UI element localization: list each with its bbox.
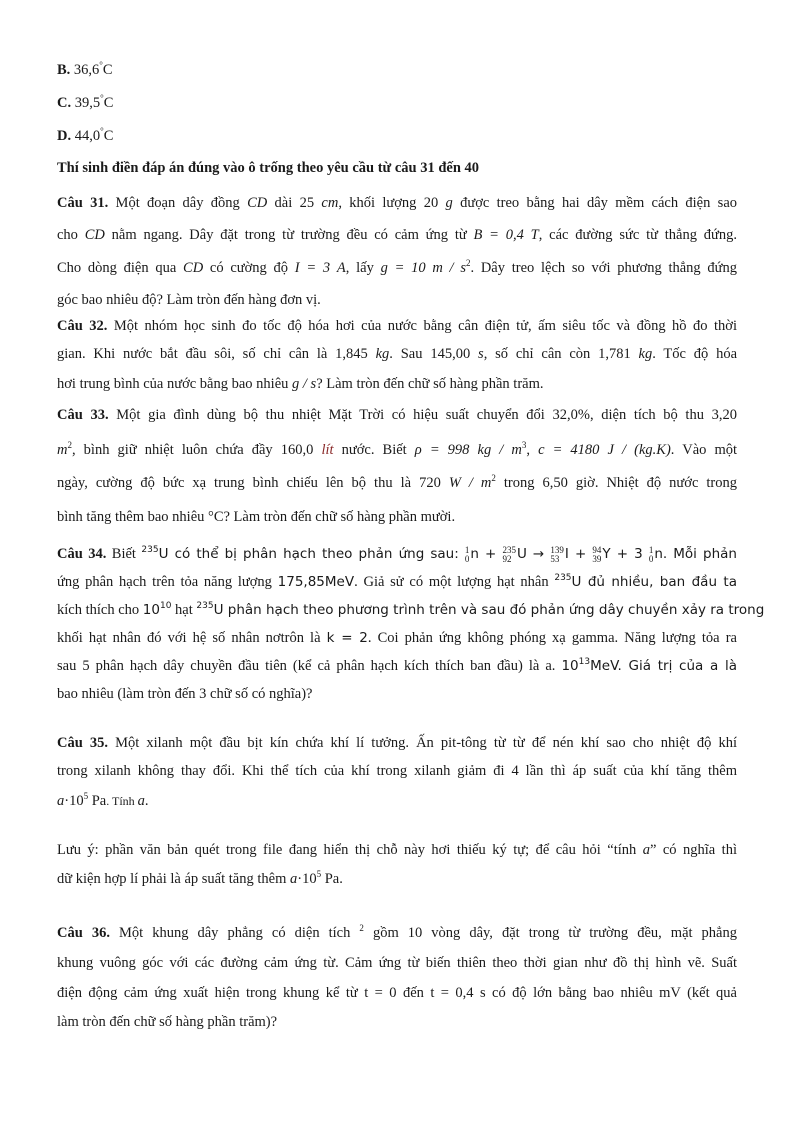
note-line-1: Lưu ý: phần văn bản quét trong file đang hiển thị chỗ này hơi thiếu ký tự; để câu hỏi “tính a” có nghĩa thì [57, 842, 737, 858]
option-d: D. 44,0°C [57, 126, 114, 144]
q34-line-4: khối hạt nhân đó với hệ số nhân nơtrôn là k = 2. Coi phản ứng không phóng xạ gamma. Năng lượng tỏa ra [57, 630, 737, 646]
q33-line-3: ngày, cường độ bức xạ trung bình chiếu lên bộ thu là 720 W / $m^2$ trong 6,50 giờ. Nhiệt độ nước trong [57, 473, 737, 491]
q32-line-2: gian. Khi nước bắt đầu sôi, số chỉ cân là 1,845 kg. Sau 145,00 s, số chỉ cân còn 1,781 kg. Tốc độ hóa [57, 346, 738, 362]
q32-line-1: Câu 32. Một nhóm học sinh đo tốc độ hóa hơi của nước bằng cân điện tử, ấm siêu tốc và đồng hồ đo thời [57, 318, 738, 334]
q31-line-4: góc bao nhiêu độ? Làm tròn đến hàng đơn vị. [57, 292, 321, 308]
note-line-2: dữ kiện hợp lí phải là áp suất tăng thêm $a\cdot 10^5$ Pa. [57, 869, 343, 887]
q34-line-2: ứng phân hạch trên tỏa năng lượng 175,85MeV. Giả sử có một lượng hạt nhân $^{235}$U đủ nhiều, ban đầu ta [57, 573, 737, 590]
q31-line-2: cho CD nằm ngang. Dây đặt trong từ trường đều có cảm ứng từ B = 0,4 T, các đường sức từ thẳng đứng. [57, 227, 737, 243]
q33-line-4: bình tăng thêm bao nhiêu °C? Làm tròn đến chữ số hàng phần mười. [57, 509, 456, 525]
q35-line-1: Câu 35. Một xilanh một đầu bịt kín chứa khí lí tưởng. Ấn pit-tông từ từ để nén khí sao cho nhiệt độ khí [57, 735, 737, 751]
option-c: C. 39,5°C [57, 93, 114, 111]
q34-line-6: bao nhiêu (làm tròn đến 3 chữ số có nghĩa)? [57, 686, 313, 702]
q31-line-3: Cho dòng điện qua CD có cường độ I = 3 A, lấy g = 10 m / $s^2$. Dây treo lệch so với phương thẳng đứng [57, 258, 738, 276]
q34-line-5: sau 5 phân hạch dây chuyền đầu tiên (kể cả phân hạch kích thích ban đầu) là a. $10^{13}MeV$. Giá trị của a là [57, 657, 738, 674]
q33-line-1: Câu 33. Một gia đình dùng bộ thu nhiệt Mặt Trời có hiệu suất chuyển đổi 32,0%, diện tích bộ thu 3,20 [57, 407, 737, 423]
q33-line-2: $m^2$, bình giữ nhiệt luôn chứa đầy 160,0 lít nước. Biết ρ = 998 kg / $m^3$, c = 4180 J / (kg.K). Vào một [57, 440, 738, 458]
q31-line-1: Câu 31. Một đoạn dây đồng CD dài 25 cm, khối lượng 20 g được treo bằng hai dây mềm cách điện sao [57, 195, 738, 211]
q35-line-2: trong xilanh không thay đổi. Khi thể tích của khí trong xilanh giảm đi 4 lần thì áp suất của khí tăng thêm [57, 763, 737, 779]
q36-line-3: điện động cảm ứng xuất hiện trong khung kể từ t = 0 đến t = 0,4 s có độ lớn bằng bao nhiêu mV (kết quả [57, 985, 737, 1001]
q34-line-3: kích thích cho $10^{10}$ hạt $^{235}$U phân hạch theo phương trình trên và sau đó phản ứng dây chuyền xảy ra trong [57, 601, 765, 618]
q36-line-2: khung vuông góc với các đường cảm ứng từ. Cảm ứng từ biến thiên theo thời gian như đồ thị hình vẽ. Suất [57, 955, 737, 971]
option-b: B. 36,6°C [57, 60, 113, 78]
q35-line-3: $a\cdot 10^5$ Pa. Tính a. [57, 791, 149, 809]
q32-line-3: hơi trung bình của nước bằng bao nhiêu g / s? Làm tròn đến chữ số hàng phần trăm. [57, 376, 544, 392]
q36-line-1: Câu 36. Một khung dây phẳng có diện tích $^2$ gồm 10 vòng dây, đặt trong từ trường đều, mặt phẳng [57, 923, 737, 941]
section-heading: Thí sinh điền đáp án đúng vào ô trống theo yêu cầu từ câu 31 đến 40 [57, 160, 480, 176]
q34-line-1: Câu 34. Biết $^{235}$U có thể bị phân hạch theo phản ứng sau: 1 0 n + 235 92 U → 139 53 I + 94 39 Y + 3 1 0 n. Mỗi phản [57, 544, 737, 564]
q36-line-4: làm tròn đến chữ số hàng phần trăm)? [57, 1014, 278, 1030]
